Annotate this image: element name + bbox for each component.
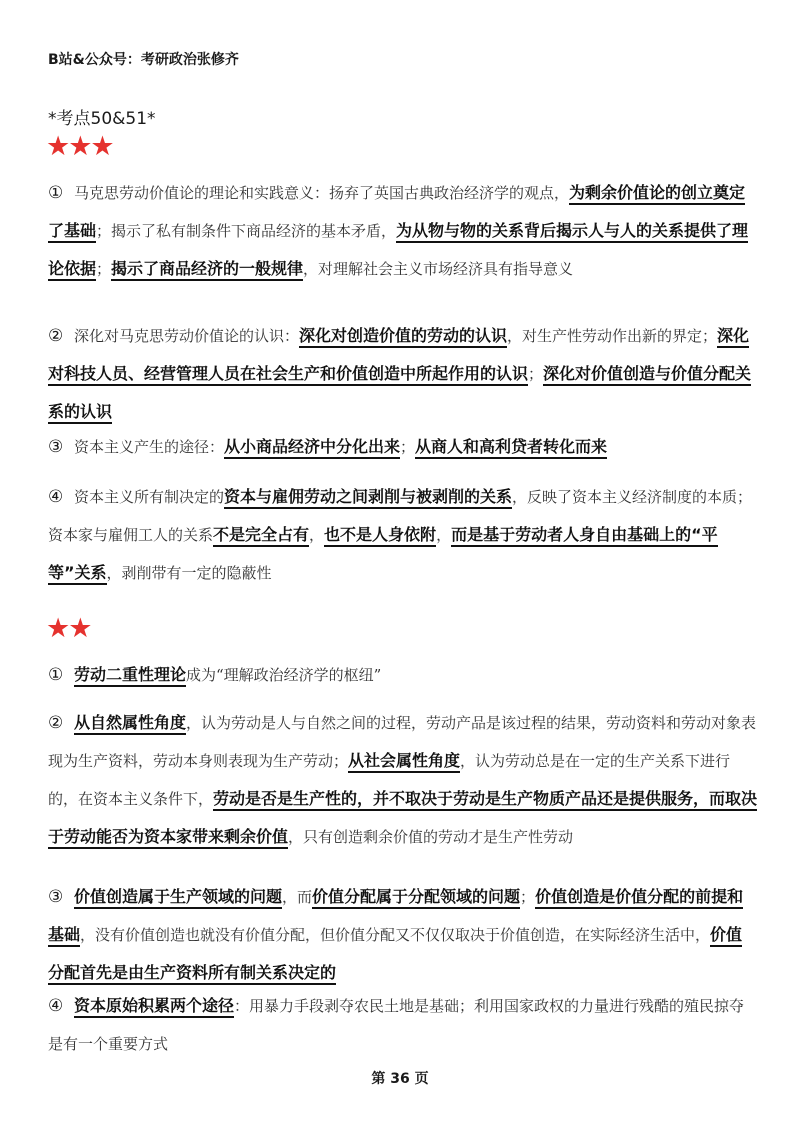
key-point-text: 劳动二重性理论 <box>74 665 186 687</box>
body-text: ，只有创造剩余价值的劳动才是生产性劳动 <box>288 828 574 846</box>
list-item <box>48 317 758 430</box>
list-item <box>48 878 758 991</box>
body-text: ； <box>528 365 544 383</box>
item-number: ④ <box>48 487 64 507</box>
list-item <box>48 656 758 694</box>
item-number: ③ <box>48 887 64 907</box>
item-number: ① <box>48 183 64 203</box>
body-text: ； <box>400 438 416 456</box>
key-point-text: 为剩余价值论的创立奠定了基础 <box>48 183 745 243</box>
key-point-text: 价值创造属于生产领域的问题 <box>74 887 282 909</box>
list-item <box>48 174 758 288</box>
page-header: B站&公众号：考研政治张修齐 <box>48 52 239 68</box>
body-text: 成为“理解政治经济学的枢纽” <box>186 666 382 684</box>
body-text: ，认为劳动是人与自然之间的过程，劳动产品是该过程的结果，劳动资料和劳动对象表现为生产资料，劳动本身则表现为生产劳动； <box>48 714 757 770</box>
key-point-text: 价值分配属于分配领域的问题 <box>312 887 520 909</box>
key-point-text: 深化对创造价值的劳动的认识 <box>299 326 507 348</box>
body-text: ，没有价值创造也就没有价值分配，但价值分配又不仅仅取决于价值创造，在实际经济生活中， <box>80 926 711 944</box>
key-point-text: 而是基于劳动者人身自由基础上的“平等”关系 <box>48 525 718 585</box>
body-text: 马克思劳动价值论的理论和实践意义：扬弃了英国古典政治经济学的观点， <box>74 184 570 202</box>
item-number: ① <box>48 665 64 685</box>
body-text: ； <box>520 888 536 906</box>
list-item <box>48 428 758 466</box>
key-point-text: 价值创造是价值分配的前提和基础 <box>48 887 743 947</box>
body-text: ； <box>96 260 112 278</box>
key-point-text: 资本原始积累两个途径 <box>74 996 234 1018</box>
body-text: ， <box>309 526 325 544</box>
key-point-text: 揭示了商品经济的一般规律 <box>111 259 303 281</box>
page-number: 第 36 页 <box>371 1071 429 1087</box>
key-point-text: 为从物与物的关系背后揭示人与人的关系提供了理论依据 <box>48 221 748 281</box>
body-text: ；揭示了私有制条件下商品经济的基本矛盾， <box>96 222 397 240</box>
key-point-text: 价值分配首先是由生产资料所有制关系决定的 <box>48 925 742 985</box>
body-text: 资本主义所有制决定的 <box>74 488 225 506</box>
body-text: ：用暴力手段剥夺农民土地是基础；利用国家政权的力量进行残酷的殖民掠夺是有一个重要方式 <box>48 997 745 1053</box>
body-text: ，对生产性劳动作出新的界定； <box>507 327 718 345</box>
key-point-text: 深化对科技人员、经营管理人员在社会生产和价值创造中所起作用的认识 <box>48 326 749 386</box>
key-point-text: 从社会属性角度 <box>348 751 460 773</box>
body-text: 资本主义产生的途径： <box>74 438 225 456</box>
item-number: ② <box>48 713 64 733</box>
key-point-text: 从小商品经济中分化出来 <box>224 437 400 459</box>
key-point-text: 资本与雇佣劳动之间剥削与被剥削的关系 <box>224 487 512 509</box>
key-point-text: 也不是人身依附 <box>324 525 436 547</box>
topic-label: *考点50&51* <box>48 109 156 129</box>
key-point-text: 从商人和高利贷者转化而来 <box>415 437 607 459</box>
list-item <box>48 478 758 592</box>
key-point-text: 深化对价值创造与价值分配关系的认识 <box>48 364 751 424</box>
body-text: ，而 <box>282 888 313 906</box>
key-point-text: 劳动是否是生产性的，并不取决于劳动是生产物质产品还是提供服务，而取决于劳动能否为资本家带来剩余价值 <box>48 789 757 849</box>
body-text: ，认为劳动总是在一定的生产关系下进行的，在资本主义条件下， <box>48 752 731 808</box>
body-text: 深化对马克思劳动价值论的认识： <box>74 327 300 345</box>
item-number: ④ <box>48 996 64 1016</box>
list-item <box>48 704 758 856</box>
body-text: ， <box>436 526 452 544</box>
two-star-rating: ★★ <box>46 613 91 644</box>
body-text: ，对理解社会主义市场经济具有指导意义 <box>303 260 574 278</box>
three-star-rating: ★★★ <box>46 131 113 162</box>
key-point-text: 从自然属性角度 <box>74 713 186 735</box>
item-number: ② <box>48 326 64 346</box>
body-text: ，反映了资本主义经济制度的本质；资本家与雇佣工人的关系 <box>48 488 753 544</box>
list-item <box>48 987 758 1063</box>
key-point-text: 不是完全占有 <box>213 525 309 547</box>
body-text: ，剥削带有一定的隐蔽性 <box>106 564 272 582</box>
item-number: ③ <box>48 437 64 457</box>
